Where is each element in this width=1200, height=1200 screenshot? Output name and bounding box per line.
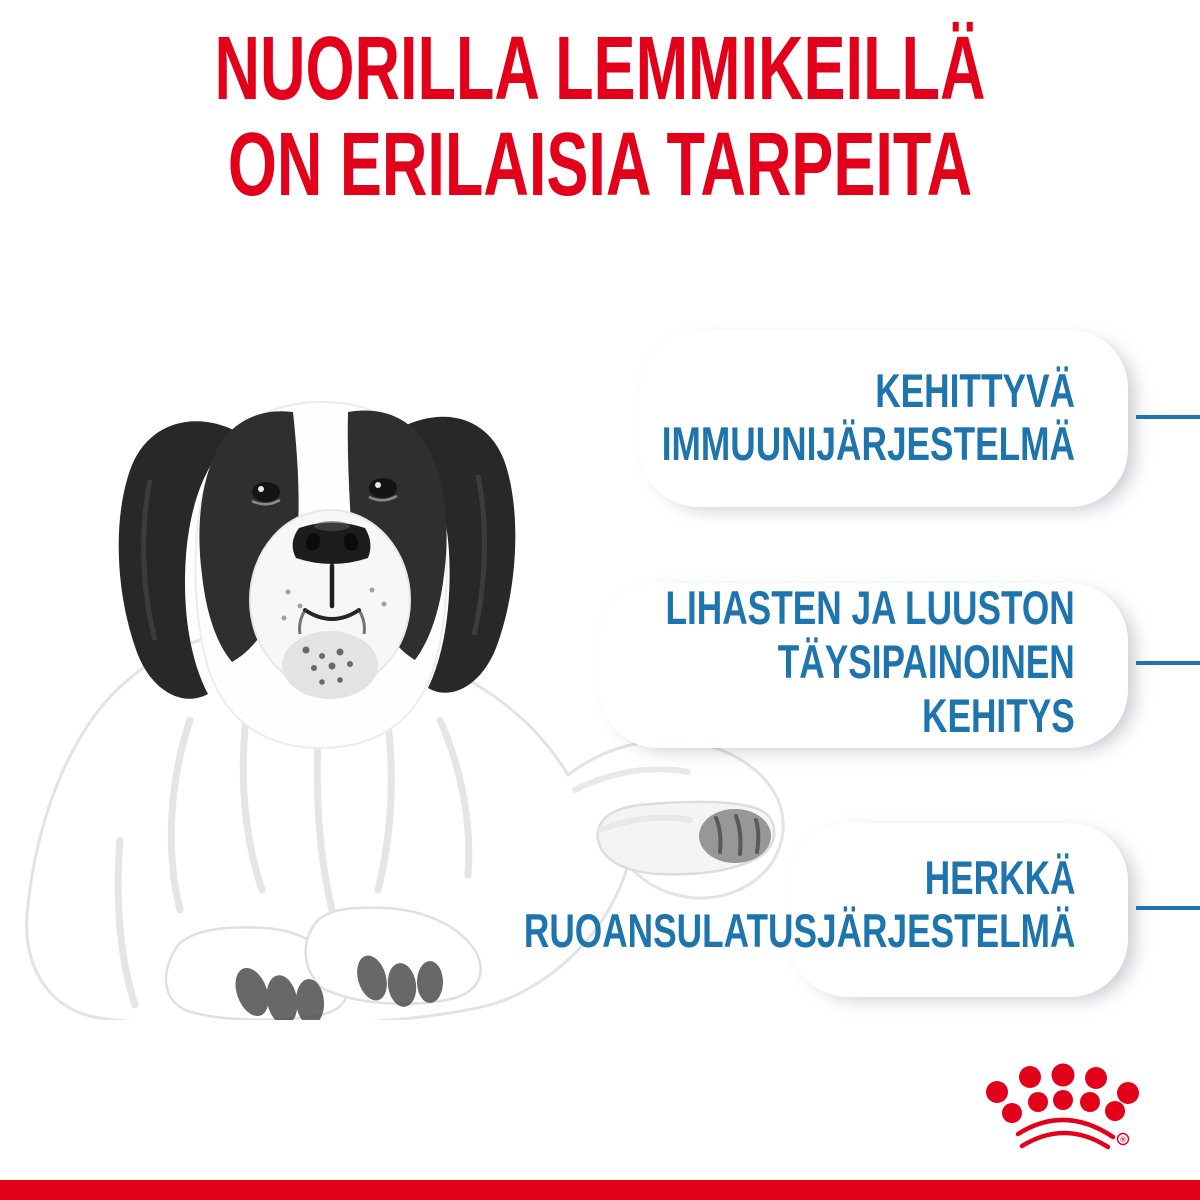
connector-line-icon <box>1136 661 1200 665</box>
benefit-text-muscles-bones <box>666 581 1075 743</box>
benefit-line: KEHITYS <box>922 689 1075 742</box>
footer-red-bar <box>0 1180 1200 1200</box>
benefit-line: RUOANSULATUSJÄRJESTELMÄ <box>523 904 1075 957</box>
connector-line-icon <box>1136 415 1200 419</box>
crown-arcs <box>1018 1120 1113 1147</box>
connector-line-icon <box>1136 906 1200 910</box>
dog-nose-highlight <box>314 521 350 531</box>
svg-text:®: ® <box>1120 1134 1126 1144</box>
registered-trademark-icon <box>1118 1134 1129 1145</box>
benefit-line: HERKKÄ <box>924 851 1075 904</box>
headline-line-2: ON ERILAISIA TARPEITA <box>227 115 973 215</box>
royal-canin-crown-icon <box>985 1050 1145 1160</box>
crown-dots <box>986 1064 1139 1124</box>
benefit-line: IMMUUNIJÄRJESTELMÄ <box>661 417 1075 470</box>
headline <box>0 21 1200 213</box>
benefit-line: KEHITTYVÄ <box>875 364 1075 417</box>
benefit-line: LIHASTEN JA LUUSTON <box>665 581 1075 634</box>
headline-line-1: NUORILLA LEMMIKEILLÄ <box>214 19 986 119</box>
benefit-text-immune <box>662 364 1075 470</box>
benefit-line: TÄYSIPAINOINEN <box>777 635 1075 688</box>
benefit-text-digestive <box>523 851 1075 957</box>
